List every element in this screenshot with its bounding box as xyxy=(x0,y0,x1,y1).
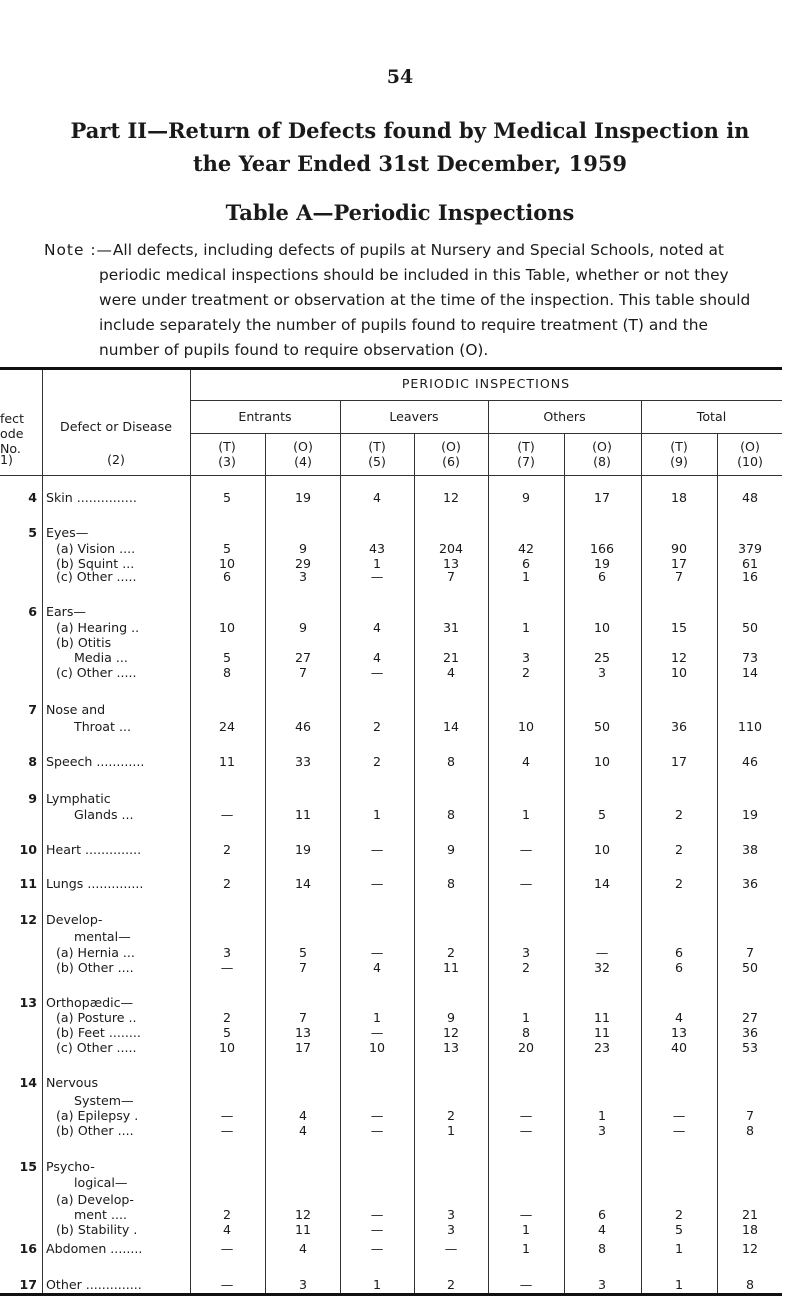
code-header xyxy=(0,411,40,456)
table-cell: 10 xyxy=(218,1040,236,1055)
row-number: 10 xyxy=(19,842,37,857)
row-number: 7 xyxy=(28,702,37,717)
table-cell: 3 xyxy=(597,1123,606,1138)
table-cell: — xyxy=(370,1123,384,1138)
table-cell: 11 xyxy=(593,1010,611,1025)
table-cell: 31 xyxy=(442,620,460,635)
table-cell: 13 xyxy=(442,556,460,571)
subheader-number: (8) xyxy=(593,454,611,469)
column-divider xyxy=(717,433,718,1293)
table-cell: 2 xyxy=(521,960,530,975)
table-cell: 1 xyxy=(446,1123,455,1138)
table-cell: 8 xyxy=(222,665,231,680)
table-cell: 3 xyxy=(597,665,606,680)
defect-label: Nervous xyxy=(46,1075,99,1090)
table-cell: 6 xyxy=(674,960,683,975)
table-cell: 8 xyxy=(745,1123,754,1138)
row-number: 12 xyxy=(19,912,37,927)
table-cell: 2 xyxy=(446,1277,455,1292)
table-cell: — xyxy=(370,945,384,960)
table-cell: 1 xyxy=(597,1108,606,1123)
table-cell: 7 xyxy=(745,945,754,960)
table-cell: — xyxy=(370,665,384,680)
subheader-5 xyxy=(347,439,407,469)
table-cell: 13 xyxy=(442,1040,460,1055)
table-cell: — xyxy=(370,1025,384,1040)
defect-label: Orthopædic— xyxy=(46,995,134,1010)
table-cell: 4 xyxy=(298,1241,307,1256)
table-cell: 4 xyxy=(597,1222,606,1237)
table-cell: 18 xyxy=(741,1222,759,1237)
row-number: 11 xyxy=(19,876,37,891)
table-cell: 2 xyxy=(222,876,231,891)
table-cell: 1 xyxy=(521,1222,530,1237)
table-cell: 17 xyxy=(294,1040,312,1055)
table-cell: 6 xyxy=(521,556,530,571)
table-cell: 7 xyxy=(745,1108,754,1123)
table-cell: 46 xyxy=(294,719,312,734)
table-cell: 2 xyxy=(372,754,381,769)
table-cell: 1 xyxy=(674,1277,683,1292)
defect-label: (a) Develop- xyxy=(56,1192,134,1207)
table-cell: 4 xyxy=(372,960,381,975)
subheader-code: (T) xyxy=(670,439,688,454)
column-divider xyxy=(340,400,341,1293)
table-cell: 10 xyxy=(218,620,236,635)
column-divider xyxy=(564,433,565,1293)
table-cell: 19 xyxy=(294,490,312,505)
defect-label: System— xyxy=(74,1093,134,1108)
table-cell: — xyxy=(672,1123,686,1138)
row-number: 16 xyxy=(19,1241,37,1256)
row-number: 6 xyxy=(28,604,37,619)
row-number: 14 xyxy=(19,1075,37,1090)
table-cell: — xyxy=(595,945,609,960)
table-cell: 14 xyxy=(593,876,611,891)
table-cell: 5 xyxy=(222,1025,231,1040)
defect-label: Abdomen ........ xyxy=(46,1241,143,1256)
table-cell: 11 xyxy=(294,1222,312,1237)
table-cell: 10 xyxy=(593,620,611,635)
table-cell: 2 xyxy=(674,807,683,822)
defect-label: (b) Other .... xyxy=(56,1123,134,1138)
table-cell: 17 xyxy=(670,754,688,769)
table-cell: 11 xyxy=(593,1025,611,1040)
table-cell: — xyxy=(220,1277,234,1292)
table-cell: 10 xyxy=(368,1040,386,1055)
table-cell: 12 xyxy=(442,1025,460,1040)
table-cell: — xyxy=(519,1207,533,1222)
table-cell: 2 xyxy=(674,1207,683,1222)
defect-label: logical— xyxy=(74,1175,128,1190)
table-cell: 16 xyxy=(741,569,759,584)
table-cell: — xyxy=(370,1108,384,1123)
table-cell: 33 xyxy=(294,754,312,769)
table-cell: 3 xyxy=(298,569,307,584)
defect-label: (b) Other .... xyxy=(56,960,134,975)
table-cell: 24 xyxy=(218,719,236,734)
table-cell: — xyxy=(220,807,234,822)
table-cell: 73 xyxy=(741,650,759,665)
table-cell: 3 xyxy=(446,1207,455,1222)
table-cell: 1 xyxy=(674,1241,683,1256)
table-cell: — xyxy=(370,1207,384,1222)
table-cell: 10 xyxy=(517,719,535,734)
subheader-code: (T) xyxy=(517,439,535,454)
subheader-number: (6) xyxy=(442,454,460,469)
table-cell: 9 xyxy=(521,490,530,505)
subheader-number: (4) xyxy=(294,454,312,469)
defect-column-number: (2) xyxy=(107,452,125,467)
table-cell: 36 xyxy=(741,1025,759,1040)
table-cell: 6 xyxy=(597,569,606,584)
table-cell: — xyxy=(220,1108,234,1123)
table-cell: — xyxy=(519,1277,533,1292)
table-cell: 12 xyxy=(741,1241,759,1256)
table-cell: 7 xyxy=(674,569,683,584)
table-cell: 10 xyxy=(593,754,611,769)
table-cell: 9 xyxy=(446,1010,455,1025)
table-cell: 14 xyxy=(741,665,759,680)
defect-label: Ears— xyxy=(46,604,87,619)
table-cell: — xyxy=(370,569,384,584)
column-divider xyxy=(414,433,415,1293)
table-cell: 14 xyxy=(442,719,460,734)
defect-label: (a) Hearing .. xyxy=(56,620,140,635)
table-cell: 20 xyxy=(517,1040,535,1055)
code-column-number: 1) xyxy=(0,452,13,467)
defect-label: (c) Other ..... xyxy=(56,665,137,680)
table-cell: 2 xyxy=(521,665,530,680)
subheader-number: (7) xyxy=(517,454,535,469)
subheader-7 xyxy=(496,439,556,469)
table-cell: 42 xyxy=(517,541,535,556)
table-cell: — xyxy=(220,960,234,975)
table-cell: 2 xyxy=(222,1010,231,1025)
table-cell: 6 xyxy=(222,569,231,584)
subheader-number: (5) xyxy=(368,454,386,469)
defect-label: (a) Posture .. xyxy=(56,1010,137,1025)
table-cell: — xyxy=(370,1241,384,1256)
table-cell: 3 xyxy=(521,650,530,665)
table-cell: 36 xyxy=(741,876,759,891)
defect-label: Lymphatic xyxy=(46,791,111,806)
header-rule xyxy=(190,433,782,434)
defect-label: (a) Epilepsy . xyxy=(56,1108,139,1123)
defect-label: Throat ... xyxy=(74,719,131,734)
table-cell: 27 xyxy=(294,650,312,665)
table-cell: — xyxy=(220,1123,234,1138)
defect-label: Media ... xyxy=(74,650,128,665)
table-cell: 15 xyxy=(670,620,688,635)
table-cell: 166 xyxy=(589,541,615,556)
column-divider xyxy=(265,433,266,1293)
group-header-total: Total xyxy=(696,409,727,424)
defect-label: Speech ............ xyxy=(46,754,145,769)
table-cell: 1 xyxy=(521,1010,530,1025)
table-cell: 1 xyxy=(372,556,381,571)
table-cell: 3 xyxy=(222,945,231,960)
subheader-code: (O) xyxy=(740,439,760,454)
table-cell: — xyxy=(370,1222,384,1237)
table-cell: 2 xyxy=(222,842,231,857)
table-cell: 6 xyxy=(674,945,683,960)
table-cell: — xyxy=(672,1108,686,1123)
subheader-number: (9) xyxy=(670,454,688,469)
defect-label: Other .............. xyxy=(46,1277,142,1292)
table-cell: 11 xyxy=(218,754,236,769)
table-cell: 3 xyxy=(597,1277,606,1292)
row-number: 5 xyxy=(28,525,37,540)
table-cell: 23 xyxy=(593,1040,611,1055)
defect-label: (a) Hernia ... xyxy=(56,945,135,960)
table-cell: — xyxy=(370,842,384,857)
table-cell: 1 xyxy=(372,807,381,822)
table-cell: 13 xyxy=(670,1025,688,1040)
table-cell: 4 xyxy=(674,1010,683,1025)
table-cell: 2 xyxy=(446,945,455,960)
code-header-line: fect xyxy=(0,411,25,426)
group-header-leavers: Leavers xyxy=(389,409,439,424)
subheader-3 xyxy=(197,439,257,469)
note-text: All defects, including defects of pupils at Nursery and Special Schools, noted at periodic medical inspections should be included in this Table, whether or not they were under treatment or observation at the time of the inspection. This table should include separately the number of pupils found to require treatment (T) and the number of pupils found to require observation (O). xyxy=(99,241,751,359)
table-cell: 4 xyxy=(372,650,381,665)
column-divider xyxy=(488,400,489,1293)
defect-label: ment .... xyxy=(74,1207,127,1222)
code-header-line: No. xyxy=(0,441,21,456)
table-cell: 11 xyxy=(294,807,312,822)
subheader-9 xyxy=(649,439,709,469)
table-top-rule xyxy=(0,367,782,370)
defect-label: (b) Feet ........ xyxy=(56,1025,141,1040)
table-cell: 1 xyxy=(521,1241,530,1256)
column-divider xyxy=(42,370,43,1293)
table-cell: 12 xyxy=(294,1207,312,1222)
table-cell: 90 xyxy=(670,541,688,556)
column-divider xyxy=(190,370,191,1293)
table-cell: 14 xyxy=(294,876,312,891)
note-paragraph xyxy=(44,238,764,363)
code-header-line: ode xyxy=(0,426,24,441)
defect-label: mental— xyxy=(74,929,131,944)
table-cell: — xyxy=(444,1241,458,1256)
table-cell: 36 xyxy=(670,719,688,734)
row-number: 8 xyxy=(28,754,37,769)
table-cell: 1 xyxy=(372,1010,381,1025)
table-cell: 25 xyxy=(593,650,611,665)
defect-label: (b) Stability . xyxy=(56,1222,138,1237)
table-cell: — xyxy=(519,876,533,891)
defect-label: (c) Other ..... xyxy=(56,1040,137,1055)
subheader-number: (10) xyxy=(737,454,763,469)
table-cell: 10 xyxy=(593,842,611,857)
table-cell: — xyxy=(519,1108,533,1123)
table-cell: 5 xyxy=(298,945,307,960)
table-cell: 50 xyxy=(593,719,611,734)
subheader-10 xyxy=(720,439,780,469)
table-cell: 2 xyxy=(674,876,683,891)
page-number: 54 xyxy=(386,66,414,88)
defects-table xyxy=(0,367,800,1302)
table-cell: 27 xyxy=(741,1010,759,1025)
row-number: 4 xyxy=(28,490,37,505)
table-cell: 2 xyxy=(372,719,381,734)
defect-label: Skin ............... xyxy=(46,490,137,505)
table-cell: 40 xyxy=(670,1040,688,1055)
subheader-4 xyxy=(273,439,333,469)
subheader-code: (O) xyxy=(441,439,461,454)
table-cell: 2 xyxy=(222,1207,231,1222)
table-cell: 4 xyxy=(372,620,381,635)
table-cell: 110 xyxy=(737,719,763,734)
table-cell: 204 xyxy=(438,541,464,556)
defect-label: (b) Otitis xyxy=(56,635,112,650)
table-cell: 46 xyxy=(741,754,759,769)
page-title: Part II—Return of Defects found by Medical Inspection in the Year Ended 31st December, 1959 xyxy=(70,118,750,176)
defect-label: Nose and xyxy=(46,702,106,717)
table-cell: 8 xyxy=(446,754,455,769)
subheader-code: (T) xyxy=(218,439,236,454)
defect-label: Develop- xyxy=(46,912,103,927)
table-cell: 7 xyxy=(298,960,307,975)
table-cell: 50 xyxy=(741,620,759,635)
table-cell: 5 xyxy=(674,1222,683,1237)
table-cell: 5 xyxy=(597,807,606,822)
row-number: 9 xyxy=(28,791,37,806)
table-cell: 379 xyxy=(737,541,763,556)
table-bottom-rule xyxy=(0,1293,782,1296)
header-rule xyxy=(190,400,782,401)
defect-label: Lungs .............. xyxy=(46,876,144,891)
table-cell: 9 xyxy=(446,842,455,857)
table-cell: 8 xyxy=(446,807,455,822)
table-cell: 1 xyxy=(521,620,530,635)
table-cell: 13 xyxy=(294,1025,312,1040)
table-cell: 18 xyxy=(670,490,688,505)
table-cell: 4 xyxy=(372,490,381,505)
table-cell: — xyxy=(519,842,533,857)
table-cell: 43 xyxy=(368,541,386,556)
table-cell: 50 xyxy=(741,960,759,975)
table-cell: 10 xyxy=(670,665,688,680)
subheader-6 xyxy=(421,439,481,469)
table-cell: 4 xyxy=(222,1222,231,1237)
table-cell: 7 xyxy=(298,1010,307,1025)
defect-label: (a) Vision .... xyxy=(56,541,136,556)
table-cell: 5 xyxy=(222,490,231,505)
subheader-number: (3) xyxy=(218,454,236,469)
table-cell: — xyxy=(519,1123,533,1138)
table-cell: 7 xyxy=(298,665,307,680)
table-cell: — xyxy=(370,876,384,891)
subheader-code: (O) xyxy=(592,439,612,454)
row-number: 17 xyxy=(19,1277,37,1292)
table-cell: 1 xyxy=(521,807,530,822)
table-cell: 12 xyxy=(442,490,460,505)
subheader-code: (T) xyxy=(368,439,386,454)
table-cell: 3 xyxy=(521,945,530,960)
table-cell: 17 xyxy=(593,490,611,505)
table-cell: — xyxy=(220,1241,234,1256)
column-divider xyxy=(641,400,642,1293)
table-cell: 3 xyxy=(298,1277,307,1292)
table-cell: 19 xyxy=(294,842,312,857)
defect-label: Glands ... xyxy=(74,807,134,822)
table-cell: 10 xyxy=(218,556,236,571)
table-cell: 11 xyxy=(442,960,460,975)
table-cell: 4 xyxy=(446,665,455,680)
defect-label: Eyes— xyxy=(46,525,89,540)
table-cell: 9 xyxy=(298,620,307,635)
table-cell: 7 xyxy=(446,569,455,584)
table-cell: 3 xyxy=(446,1222,455,1237)
table-cell: 2 xyxy=(446,1108,455,1123)
defect-label: (b) Squint ... xyxy=(56,556,135,571)
table-cell: 5 xyxy=(222,650,231,665)
table-cell: 48 xyxy=(741,490,759,505)
table-subtitle: Table A—Periodic Inspections xyxy=(225,200,575,225)
table-cell: 61 xyxy=(741,556,759,571)
table-cell: 21 xyxy=(442,650,460,665)
defect-label: Psycho- xyxy=(46,1159,95,1174)
table-cell: 8 xyxy=(597,1241,606,1256)
subheader-8 xyxy=(572,439,632,469)
table-cell: 21 xyxy=(741,1207,759,1222)
table-cell: 4 xyxy=(521,754,530,769)
table-cell: 4 xyxy=(298,1123,307,1138)
table-cell: 2 xyxy=(674,842,683,857)
group-header-others: Others xyxy=(543,409,586,424)
table-cell: 8 xyxy=(521,1025,530,1040)
table-cell: 8 xyxy=(745,1277,754,1292)
table-cell: 1 xyxy=(372,1277,381,1292)
table-cell: 5 xyxy=(222,541,231,556)
table-cell: 8 xyxy=(446,876,455,891)
table-cell: 32 xyxy=(593,960,611,975)
row-number: 13 xyxy=(19,995,37,1010)
note-label: Note :— xyxy=(44,241,113,259)
table-cell: 53 xyxy=(741,1040,759,1055)
table-cell: 29 xyxy=(294,556,312,571)
table-cell: 6 xyxy=(597,1207,606,1222)
group-header-entrants: Entrants xyxy=(238,409,292,424)
periodic-inspections-header: PERIODIC INSPECTIONS xyxy=(401,376,571,391)
table-cell: 19 xyxy=(593,556,611,571)
subheader-code: (O) xyxy=(293,439,313,454)
header-rule xyxy=(0,475,782,476)
table-cell: 38 xyxy=(741,842,759,857)
defect-label: (c) Other ..... xyxy=(56,569,137,584)
table-cell: 9 xyxy=(298,541,307,556)
table-cell: 12 xyxy=(670,650,688,665)
row-number: 15 xyxy=(19,1159,37,1174)
defect-label: Heart .............. xyxy=(46,842,142,857)
defect-column-header: Defect or Disease xyxy=(60,419,172,434)
table-cell: 19 xyxy=(741,807,759,822)
table-cell: 4 xyxy=(298,1108,307,1123)
table-cell: 17 xyxy=(670,556,688,571)
table-cell: 1 xyxy=(521,569,530,584)
